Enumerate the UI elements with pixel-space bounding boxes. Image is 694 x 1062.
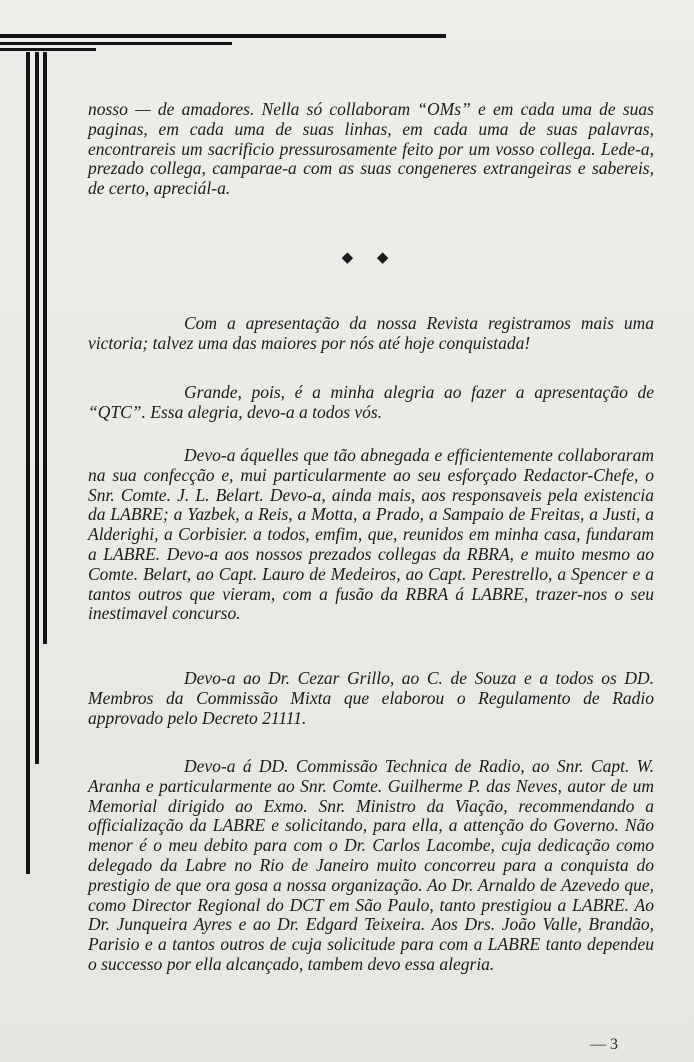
page-number: — 3 (590, 1036, 618, 1053)
paragraph-6-container (88, 757, 654, 975)
paragraph-1-container (88, 100, 654, 199)
top-rule-2 (0, 42, 232, 45)
paragraph-6: Devo-a á DD. Commissão Technica de Radio, ao Snr. Capt. W. Aranha e particularmente ao Snr. Comte. Guilherme P. das Neves, autor de um Memorial dirigido ao Exmo. Snr. Ministro da Viação, recommendando a officialização da LABRE e solicitando, para ella, a attenção do Governo. Não menor é o meu debito para com o Dr. Carlos Lacombe, cuja dedicação como delegado da Labre no Rio de Janeiro muito concorreu para a conquista do prestigio de que ora gosa a nossa organização. Ao Dr. Arnaldo de Azevedo que, como Director Regional do DCT em São Paulo, tanto prestigiou a LABRE. Ao Dr. Junqueira Ayres e ao Dr. Edgard Teixeira. Aos Drs. João Valle, Brandão, Parisio e a tantos outros de cuja solicitude para com a LABRE tanto dependeu o successo por ella alcançado, tambem devo essa alegria. (88, 756, 654, 974)
left-rule-1 (26, 52, 30, 874)
paragraph-3-container (88, 383, 654, 423)
paragraph-2: Com a apresentação da nossa Revista registramos mais uma victoria; talvez uma das maiores por nós até hoje conquistada! (88, 313, 654, 353)
paragraph-4-container (88, 446, 654, 624)
top-rule-1 (0, 34, 446, 38)
top-rule-3 (0, 48, 96, 51)
paragraph-3: Grande, pois, é a minha alegria ao fazer a apresentação de “QTC”. Essa alegria, devo-a a todos vós. (88, 382, 654, 422)
paragraph-5: Devo-a ao Dr. Cezar Grillo, ao C. de Souza e a todos os DD. Membros da Commissão Mixta que elaborou o Regulamento de Radio approvado pelo Decreto 21111. (88, 668, 654, 728)
paragraph-1: nosso — de amadores. Nella só collaboram “OMs” e em cada uma de suas paginas, em cada uma de suas linhas, em cada uma de suas palavras, encontrareis um sacrificio pressurosamente feito por um vosso collega. Lede-a, prezado collega, camparae-a com as suas congeneres extrangeiras e sabereis, de certo, apreciál-a. (88, 99, 654, 199)
ornament-diamonds: ◆ ◆ (341, 250, 399, 266)
paragraph-2-container (88, 314, 654, 354)
left-rule-2 (35, 52, 39, 764)
paragraph-5-container (88, 669, 654, 728)
paragraph-4: Devo-a áquelles que tão abnegada e efficientemente collaboraram na sua confecção e, mui particularmente ao seu esforçado Redactor-Chefe, o Snr. Comte. J. L. Belart. Devo-a, ainda mais, aos responsaveis pela existencia da LABRE; a Yazbek, a Reis, a Motta, a Prado, a Sampaio de Freitas, a Justi, a Alderighi, a Corbisier. a todos, emfim, que, reunidos em minha casa, fundaram a LABRE. Devo-a aos nossos prezados collegas da RBRA, e muito mesmo ao Comte. Belart, ao Capt. Lauro de Medeiros, ao Capt. Perestrello, a Spencer e a tantos outros que vieram, com a fusão da RBRA á LABRE, trazer-nos o seu inestimavel concurso. (88, 445, 654, 624)
left-rule-3 (43, 52, 47, 644)
